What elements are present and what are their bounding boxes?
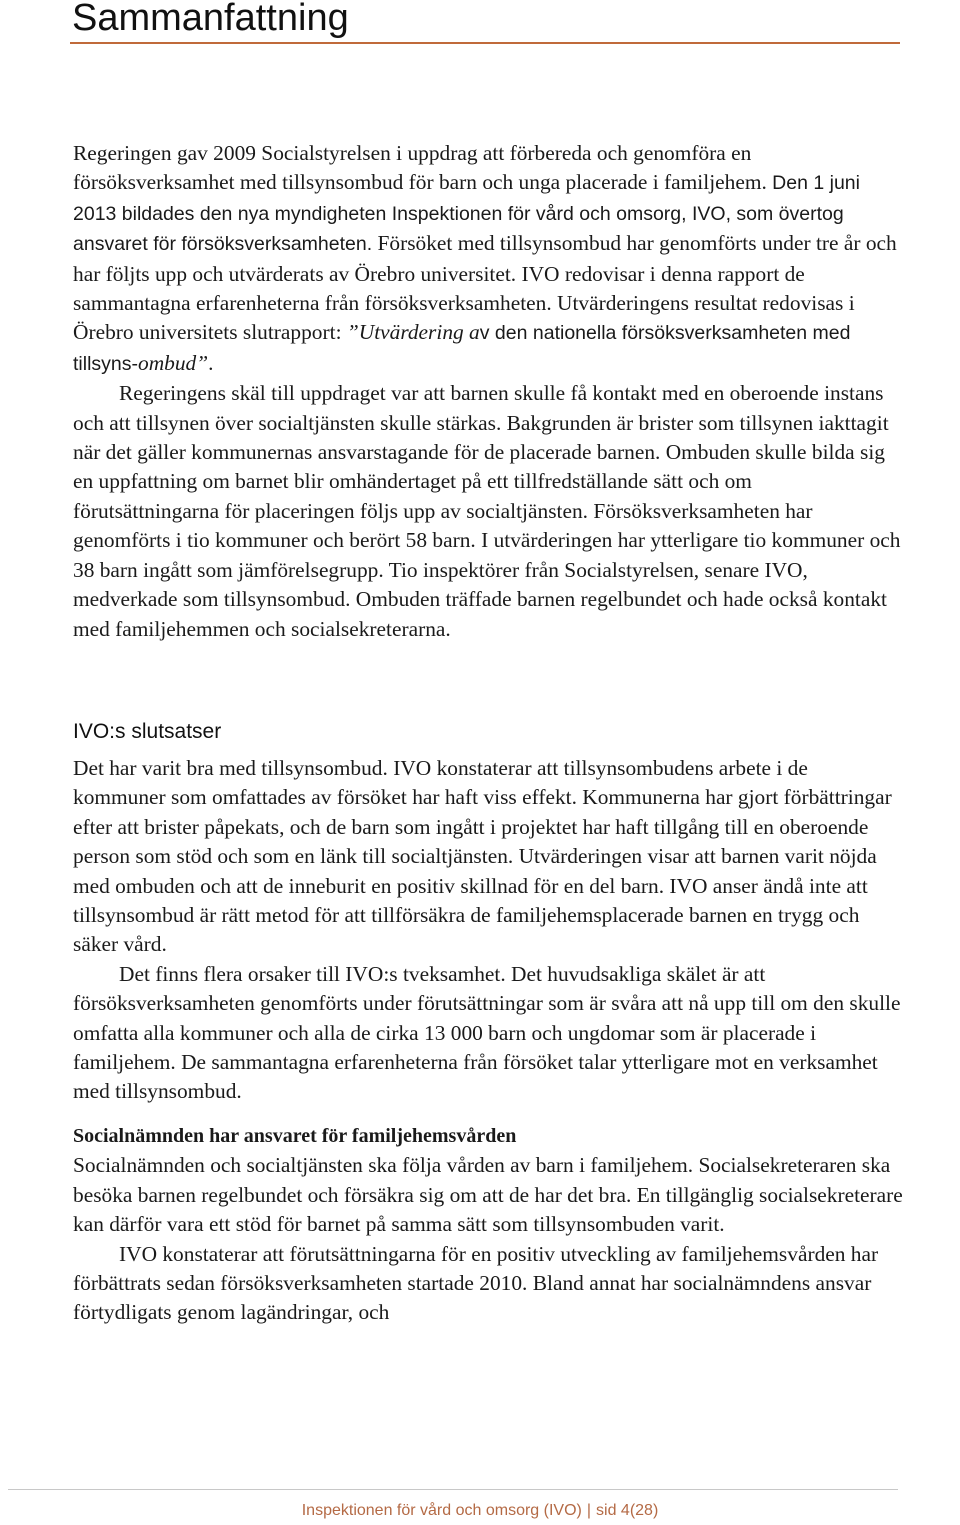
social-board-paragraph-1: Socialnämnden och socialtjänsten ska följa vården av barn i familjehem. Socialsekreteraren ska besöka barnen regelbundet och försäkra sig om att de har det bra. En tillgänglig socialsekreterare kan därför vara ett stöd för barnet på samma sätt som tillsynsombuden varit.	[73, 1153, 903, 1237]
footer-page-number: sid 4(28)	[596, 1502, 659, 1519]
social-board-section	[73, 1122, 903, 1328]
footer-divider	[8, 1489, 898, 1490]
conclusions-paragraph-2: Det finns flera orsaker till IVO:s tveksamhet. Det huvudsakliga skälet är att försöksverksamheten genomförts under förutsättningar som är svåra att nå upp till om den skulle omfatta alla kommuner och alla de cirka 13 000 barn och ungdomar som är placerade i familjehem. De sammantagna erfarenheterna från försöket talar ytterligare mot en verksamhet med tillsynsombud.	[73, 961, 901, 1104]
conclusions-heading: IVO:s slutsatser	[73, 720, 222, 743]
intro-paragraph-1-end: .	[208, 350, 214, 375]
page-title: Sammanfattning	[72, 0, 349, 39]
conclusions-paragraph-1: Det har varit bra med tillsynsombud. IVO konstaterar att tillsynsombudens arbete i de kommuner som omfattades av försöket har haft viss effekt. Kommunerna har gjort förbättringar efter att brister påpekats, och de barn som ingått i projektet har haft tillgång till en oberoende person som stöd och som en länk till socialtjänsten. Utvärderingen visar att barnen varit nöjda med ombuden och att de inneburit en positiv skillnad för en del barn. IVO anser ändå inte att tillsynsombud är rätt metod för att tillförsäkra de familjehemsplacerade barnen en trygg och säker vård.	[73, 756, 892, 957]
footer-separator: |	[586, 1502, 592, 1519]
page-footer	[0, 1500, 960, 1522]
report-title-start: ”Utvärdering a	[346, 320, 480, 345]
report-title-middle: v den nationella försöksverksamheten med tillsyns-	[73, 322, 851, 375]
intro-paragraph-1	[73, 139, 903, 379]
intro-paragraph-2: Regeringens skäl till uppdraget var att barnen skulle få kontakt med en oberoende instans och att tillsynen över socialtjänsten skulle stärkas. Bakgrunden är brister som tillsynen iakttagit när det gäller kommunernas ansvarstagande för de placerade barnen. Ombuden skulle bilda sig en uppfattning om barnet blir omhändertaget på ett tillfredställande sätt och om förutsättningarna för placeringen följs upp av socialtjänsten. Försöksverksamheten har genomförts i tio kommuner och berört 58 barn. I utvärderingen har ytterligare tio kommuner och 38 barn ingått som jämförelsegrupp. Tio inspektörer från Socialstyrelsen, senare IVO, medverkade som tillsynsombud. Ombuden träffade barnen regelbundet och hade också kontakt med familjehemmen och socialsekreterarna.	[73, 381, 901, 641]
report-title-end: ombud”	[138, 350, 209, 375]
social-board-heading: Socialnämnden har ansvaret för familjehemsvården	[73, 1125, 517, 1147]
intro-paragraph-1-part-c: Försöket med tillsynsombud har genomförts under tre år och har följts upp och utvärderats av Örebro universitet. IVO redovisar i denna rapport de sammantagna erfarenheterna från försöksverksamheten. Utvärderingens resultat redovisas i Örebro universitets slutrapport:	[73, 231, 897, 345]
intro-paragraph-1-part-a: Regeringen gav 2009 Socialstyrelsen i uppdrag att förbereda och genomföra en försöksverksamhet med tillsynsombud för barn och unga placerade i familjehem.	[73, 141, 773, 195]
title-divider	[70, 42, 900, 44]
conclusions-section	[73, 754, 903, 1107]
footer-organization: Inspektionen för vård och omsorg (IVO)	[301, 1502, 582, 1519]
intro-section	[73, 139, 903, 644]
social-board-paragraph-2: IVO konstaterar att förutsättningarna för en positiv utveckling av familjehemsvården har förbättrats sedan försöksverksamheten startade 2010. Bland annat har socialnämndens ansvar förtydligats genom lagändringar, och	[73, 1241, 879, 1325]
intro-paragraph-1-part-b: Den 1 juni 2013 bildades den nya myndigheten Inspektionen för vård och omsorg, IVO, som övertog ansvaret för försöksverksamheten.	[73, 172, 860, 256]
